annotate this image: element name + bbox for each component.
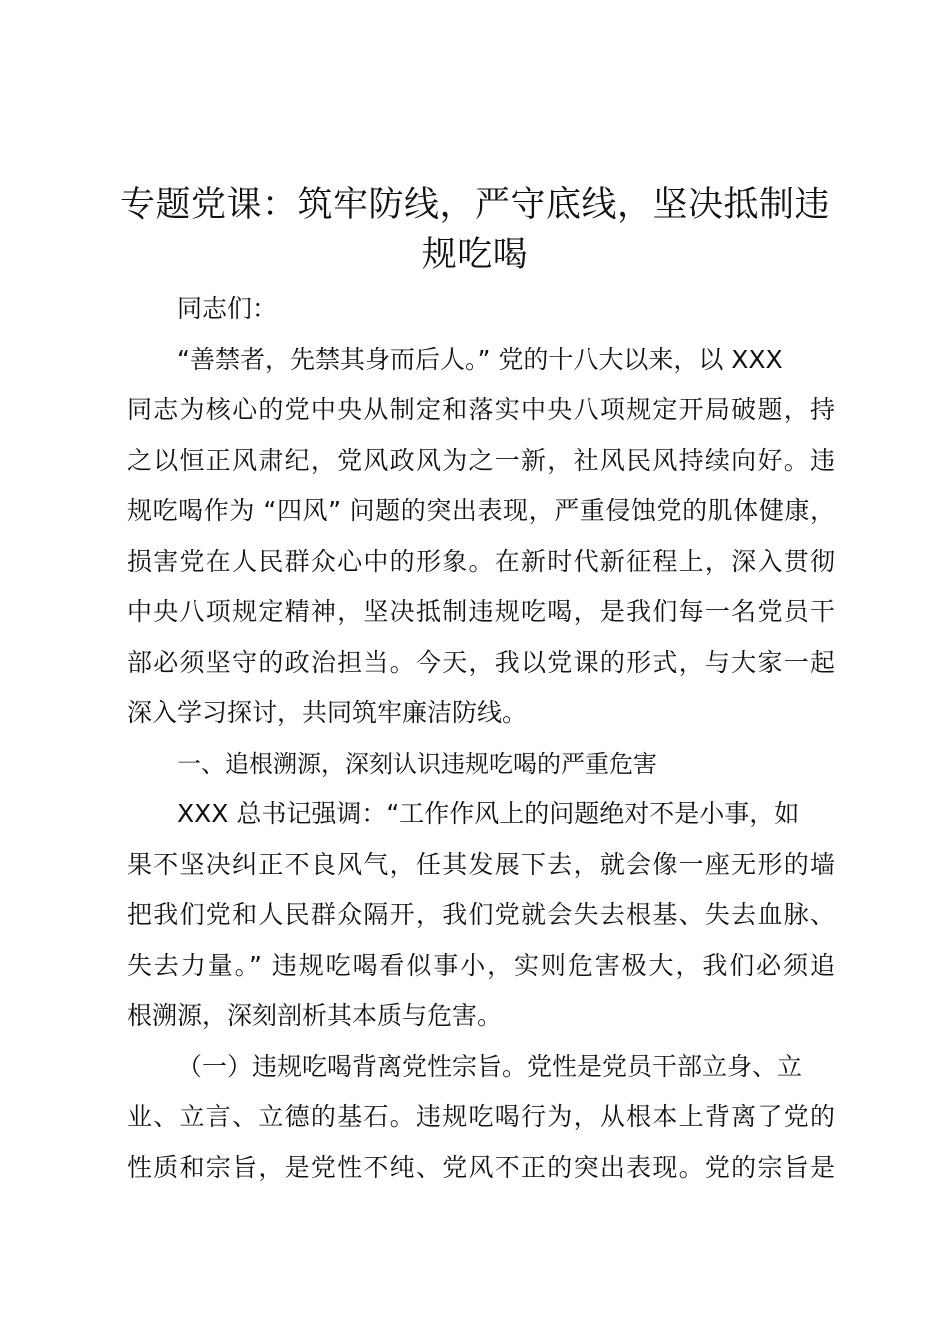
paragraph-line: 业、立言、立德的基石。违规吃喝行为，从根本上背离了党的: [127, 1102, 835, 1131]
document-body: [127, 284, 835, 1193]
paragraph-line: XXX 总书记强调：“工作作风上的问题绝对不是小事，如: [177, 799, 800, 828]
paragraph-line: 深入学习探讨，共同筑牢廉洁防线。: [127, 698, 528, 727]
paragraph-line: 失去力量。” 违规吃喝看似事小，实则危害极大，我们必须追: [127, 950, 835, 980]
salutation: 同志们：: [177, 294, 278, 323]
paragraph-line: “善禁者，先禁其身而后人。” 党的十八大以来，以 XXX: [177, 344, 783, 374]
title-line-2: 规吃喝: [421, 235, 529, 275]
paragraph-line: 部必须坚守的政治担当。今天，我以党课的形式，与大家一起: [127, 647, 835, 677]
document-title: [110, 180, 840, 280]
title-line-1: 专题党课：筑牢防线，严守底线，坚决抵制违: [119, 185, 830, 225]
paragraph-line: 规吃喝作为 “四风” 问题的突出表现，严重侵蚀党的肌体健康，: [127, 496, 835, 525]
paragraph-line: 性质和宗旨，是党性不纯、党风不正的突出表现。党的宗旨是: [127, 1152, 835, 1182]
paragraph-line: 之以恒正风肃纪，党风政风为之一新，社风民风持续向好。违: [127, 445, 835, 475]
section-heading: 一、追根溯源，深刻认识违规吃喝的严重危害: [177, 749, 657, 778]
subsection-heading-line: （一）违规吃喝背离党性宗旨。党性是党员干部立身、立: [177, 1051, 803, 1081]
paragraph-line: 同志为核心的党中央从制定和落实中央八项规定开局破题，持: [127, 395, 835, 424]
paragraph-line: 根溯源，深刻剖析其本质与危害。: [127, 1001, 503, 1030]
paragraph-line: 中央八项规定精神，坚决抵制违规吃喝，是我们每一名党员干: [127, 597, 835, 626]
paragraph-line: 损害党在人民群众心中的形象。在新时代新征程上，深入贯彻: [127, 546, 835, 576]
paragraph-line: 把我们党和人民群众隔开，我们党就会失去根基、失去血脉、: [127, 900, 835, 929]
paragraph-line: 果不坚决纠正不良风气，任其发展下去，就会像一座无形的墙: [127, 849, 835, 879]
